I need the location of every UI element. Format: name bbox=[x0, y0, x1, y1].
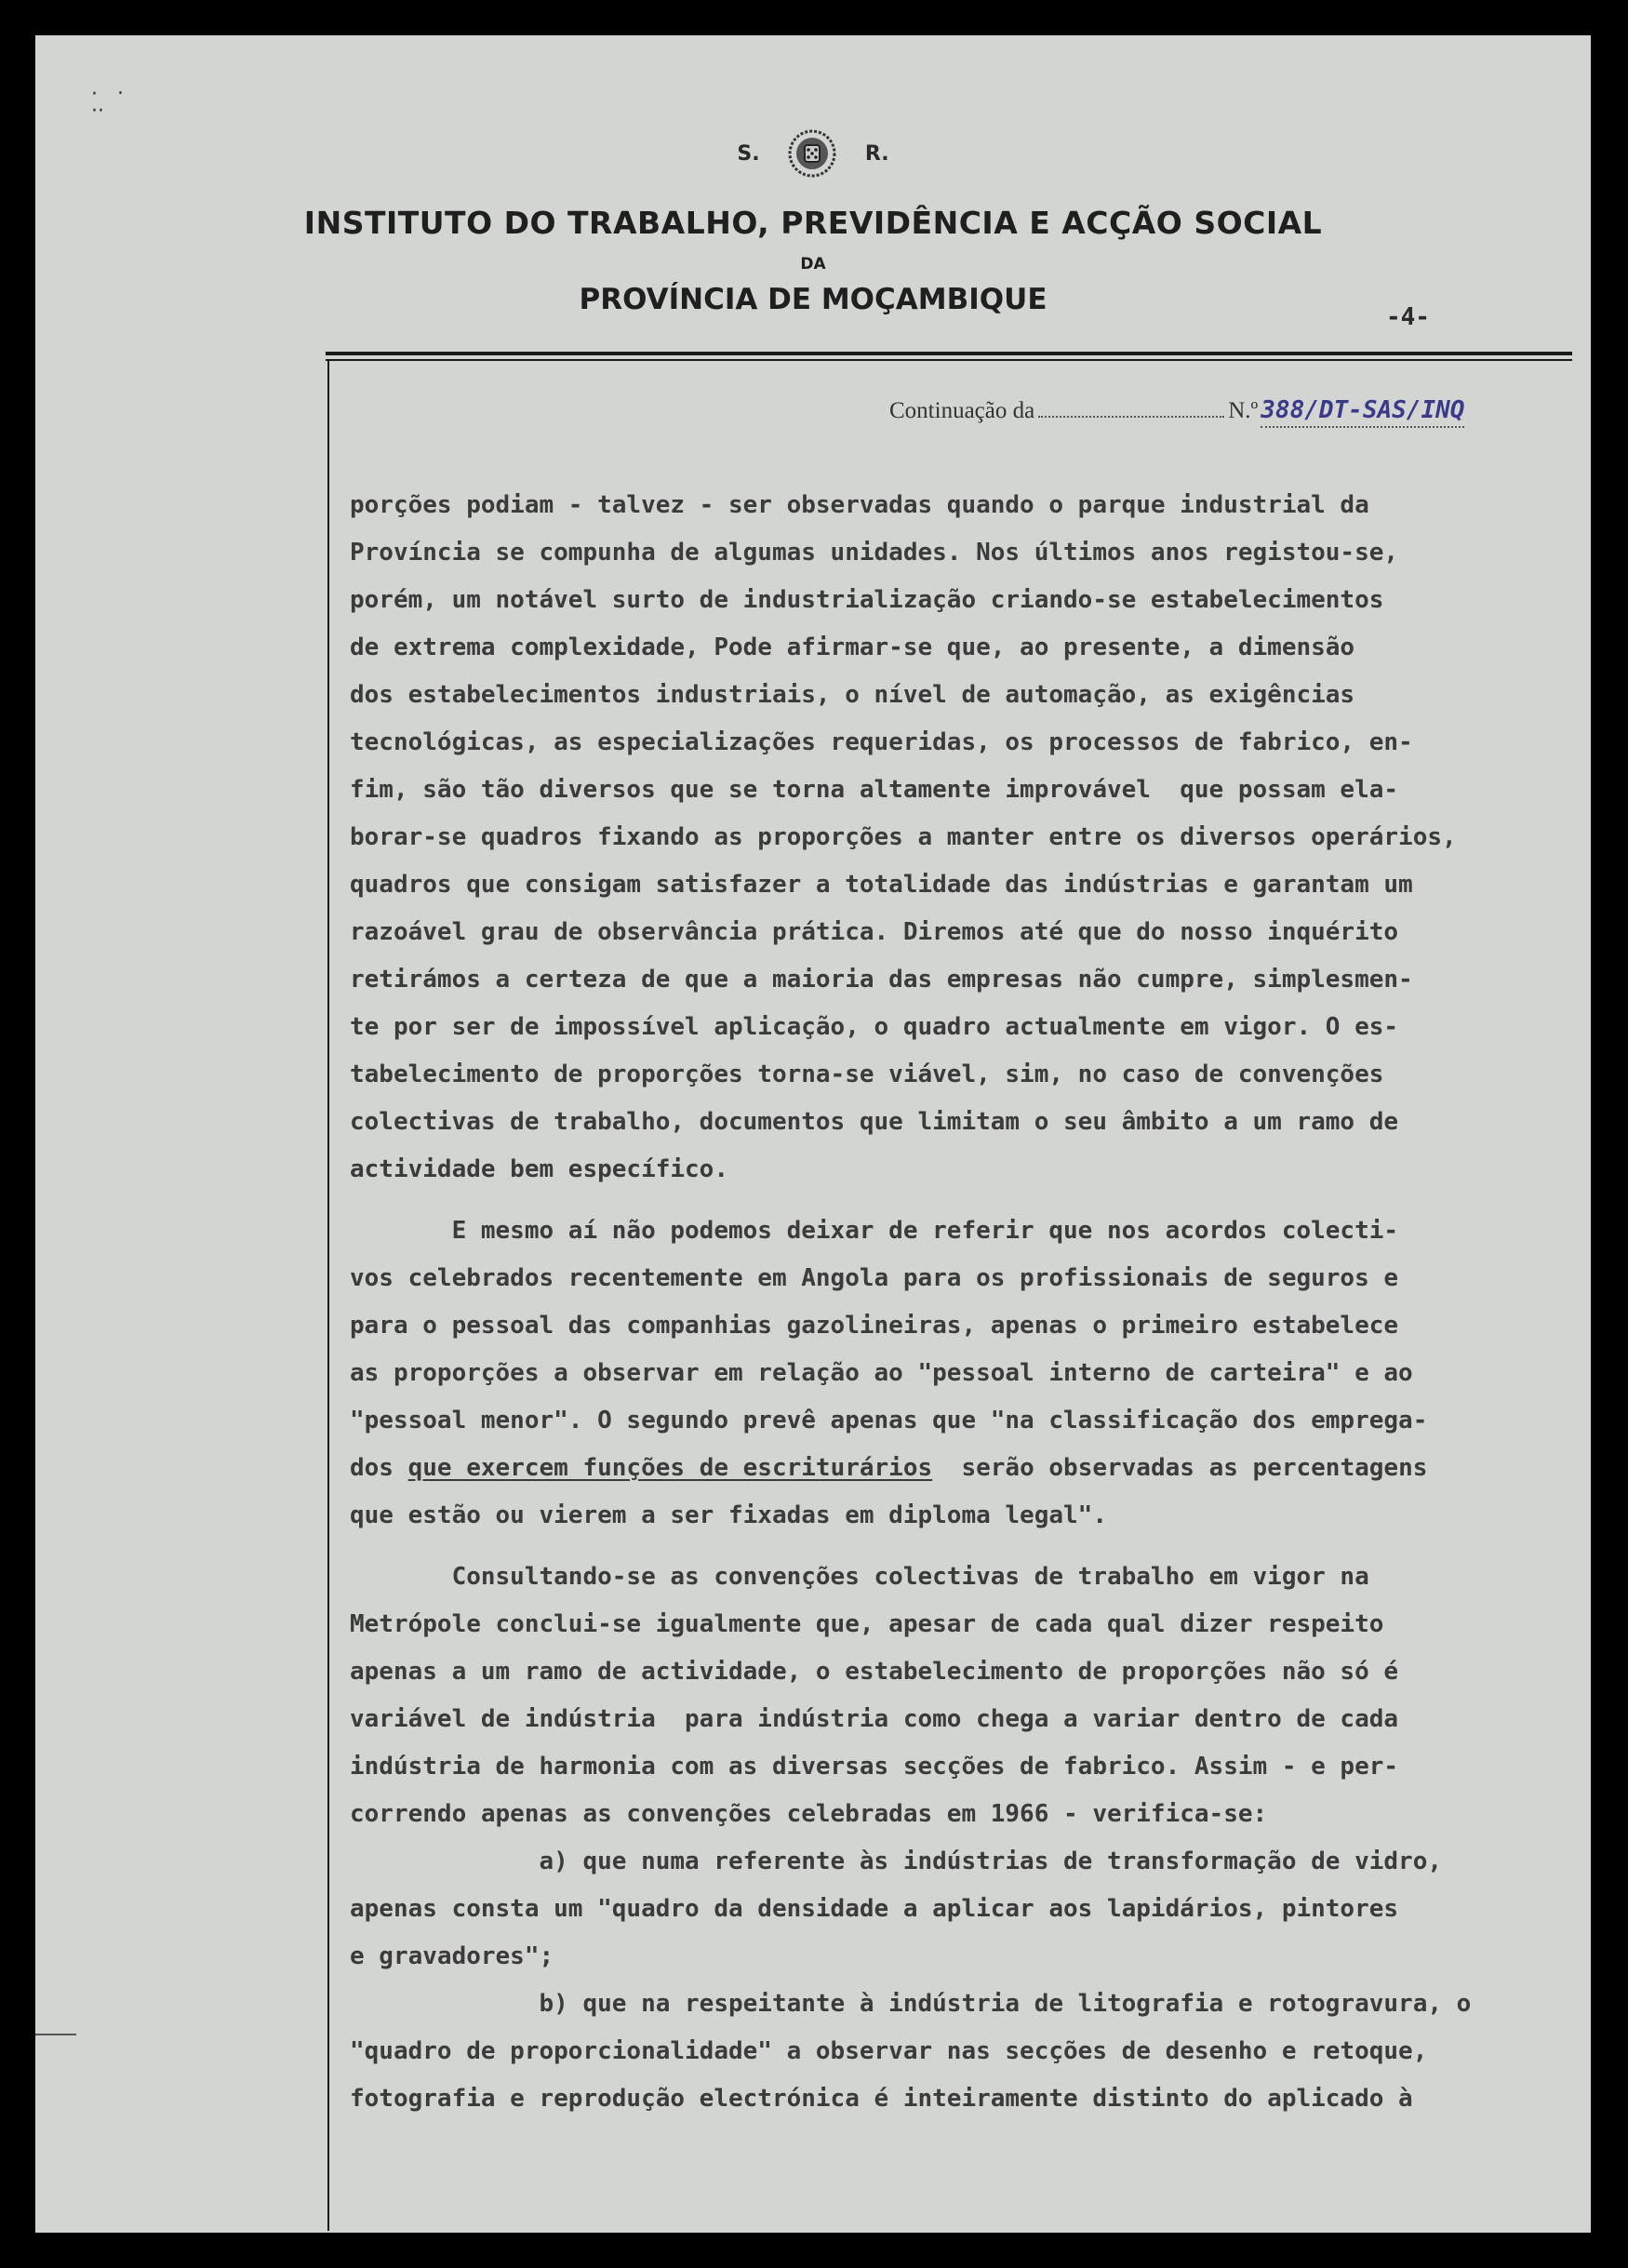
text-line: quadros que consigam satisfazer a totalidade das indústrias e garantam um bbox=[350, 871, 1413, 899]
dotted-fill bbox=[1038, 416, 1224, 418]
paragraph-3 bbox=[350, 1554, 1578, 2123]
text-line: Província se compunha de algumas unidades. Nos últimos anos registou-se, bbox=[350, 539, 1399, 567]
text-line: e gravadores"; bbox=[350, 1942, 554, 1970]
text-line: E mesmo aí não podemos deixar de referir que nos acordos colecti- bbox=[350, 1217, 1399, 1245]
text-line: tecnológicas, as especializações requeridas, os processos de fabrico, en- bbox=[350, 728, 1413, 756]
text-line: de extrema complexidade, Pode afirmar-se que, ao presente, a dimensão bbox=[350, 634, 1355, 661]
margin-marks: · ‧ ·· bbox=[91, 83, 124, 123]
text-line: "pessoal menor". O segundo prevê apenas que "na classificação dos emprega- bbox=[350, 1407, 1428, 1434]
text-line: para o pessoal das companhias gazolineiras, apenas o primeiro estabelece bbox=[350, 1312, 1399, 1340]
text-line: Metrópole conclui-se igualmente que, apesar de cada qual dizer respeito bbox=[350, 1610, 1384, 1638]
text-line: fotografia e reprodução electrónica é inteiramente distinto do aplicado à bbox=[350, 2085, 1413, 2113]
province-name: PROVÍNCIA DE MOÇAMBIQUE bbox=[579, 283, 1048, 316]
continuation-line bbox=[889, 396, 1464, 424]
institute-name: INSTITUTO DO TRABALHO, PREVIDÊNCIA E ACÇÃO SOCIAL bbox=[303, 205, 1323, 241]
text-line: variável de indústria para indústria como chega a variar dentro de cada bbox=[350, 1705, 1399, 1733]
text-line: Consultando-se as convenções colectivas de trabalho em vigor na bbox=[350, 1563, 1369, 1591]
institute-connector: DA bbox=[800, 255, 826, 273]
text-line: que estão ou vierem a ser fixadas em diploma legal". bbox=[350, 1501, 1107, 1529]
text-line: a) que numa referente às indústrias de transformação de vidro, bbox=[350, 1848, 1442, 1875]
text-line: indústria de harmonia com as diversas secções de fabrico. Assim - e per- bbox=[350, 1753, 1399, 1781]
continuation-label: Continuação da bbox=[889, 398, 1035, 423]
text-line: as proporções a observar em relação ao "pessoal interno de carteira" e ao bbox=[350, 1359, 1413, 1387]
letterhead-emblem-row bbox=[35, 128, 1591, 179]
text-line: retirámos a certeza de que a maioria das empresas não cumpre, simplesmen- bbox=[350, 966, 1413, 994]
text-line: "quadro de proporcionalidade" a observar nas secções de desenho e retoque, bbox=[350, 2037, 1428, 2065]
text-line: actividade bem específico. bbox=[350, 1155, 728, 1183]
text-line: dos que exercem funções de escriturários serão observadas as percentagens bbox=[350, 1454, 1428, 1482]
header-rule-thick bbox=[326, 352, 1572, 355]
margin-tick bbox=[35, 2034, 76, 2035]
text-line: apenas a um ramo de actividade, o estabelecimento de proporções não só é bbox=[350, 1658, 1399, 1686]
text-line: fim, são tão diversos que se torna altamente improvável que possam ela- bbox=[350, 776, 1399, 804]
text-line: b) que na respeitante à indústria de litografia e rotogravura, o bbox=[350, 1990, 1472, 2018]
header-rule-thin bbox=[326, 359, 1572, 361]
document-page bbox=[35, 35, 1591, 2233]
document-body bbox=[350, 482, 1578, 2123]
text-line: borar-se quadros fixando as proporções a manter entre os diversos operários, bbox=[350, 823, 1457, 851]
page-number: -4- bbox=[1386, 303, 1430, 331]
letter-s: S. bbox=[737, 141, 760, 166]
text-line: correndo apenas as convenções celebradas em 1966 - verifica-se: bbox=[350, 1800, 1268, 1828]
text-line: te por ser de impossível aplicação, o quadro actualmente em vigor. O es- bbox=[350, 1013, 1399, 1041]
number-label: N.º bbox=[1228, 398, 1259, 423]
letter-r: R. bbox=[864, 141, 889, 166]
text-line: porém, um notável surto de industrialização criando-se estabelecimentos bbox=[350, 586, 1384, 614]
text-line: vos celebrados recentemente em Angola para os profissionais de seguros e bbox=[350, 1264, 1399, 1292]
coat-of-arms-icon bbox=[787, 128, 837, 179]
text-line: tabelecimento de proporções torna-se viável, sim, no caso de convenções bbox=[350, 1061, 1384, 1088]
text-line: razoável grau de observância prática. Diremos até que do nosso inquérito bbox=[350, 918, 1399, 946]
paragraph-2 bbox=[350, 1207, 1578, 1540]
paragraph-1 bbox=[350, 482, 1578, 1194]
margin-rule bbox=[327, 361, 329, 2231]
text-line: colectivas de trabalho, documentos que limitam o seu âmbito a um ramo de bbox=[350, 1108, 1399, 1136]
text-line: dos estabelecimentos industriais, o nível de automação, as exigências bbox=[350, 681, 1355, 709]
text-line: porções podiam - talvez - ser observadas quando o parque industrial da bbox=[350, 491, 1369, 519]
underlined-phrase: que exercem funções de escriturários bbox=[407, 1454, 933, 1482]
reference-number: 388/DT-SAS/INQ bbox=[1261, 396, 1464, 428]
text-line: apenas consta um "quadro da densidade a aplicar aos lapidários, pintores bbox=[350, 1895, 1399, 1923]
